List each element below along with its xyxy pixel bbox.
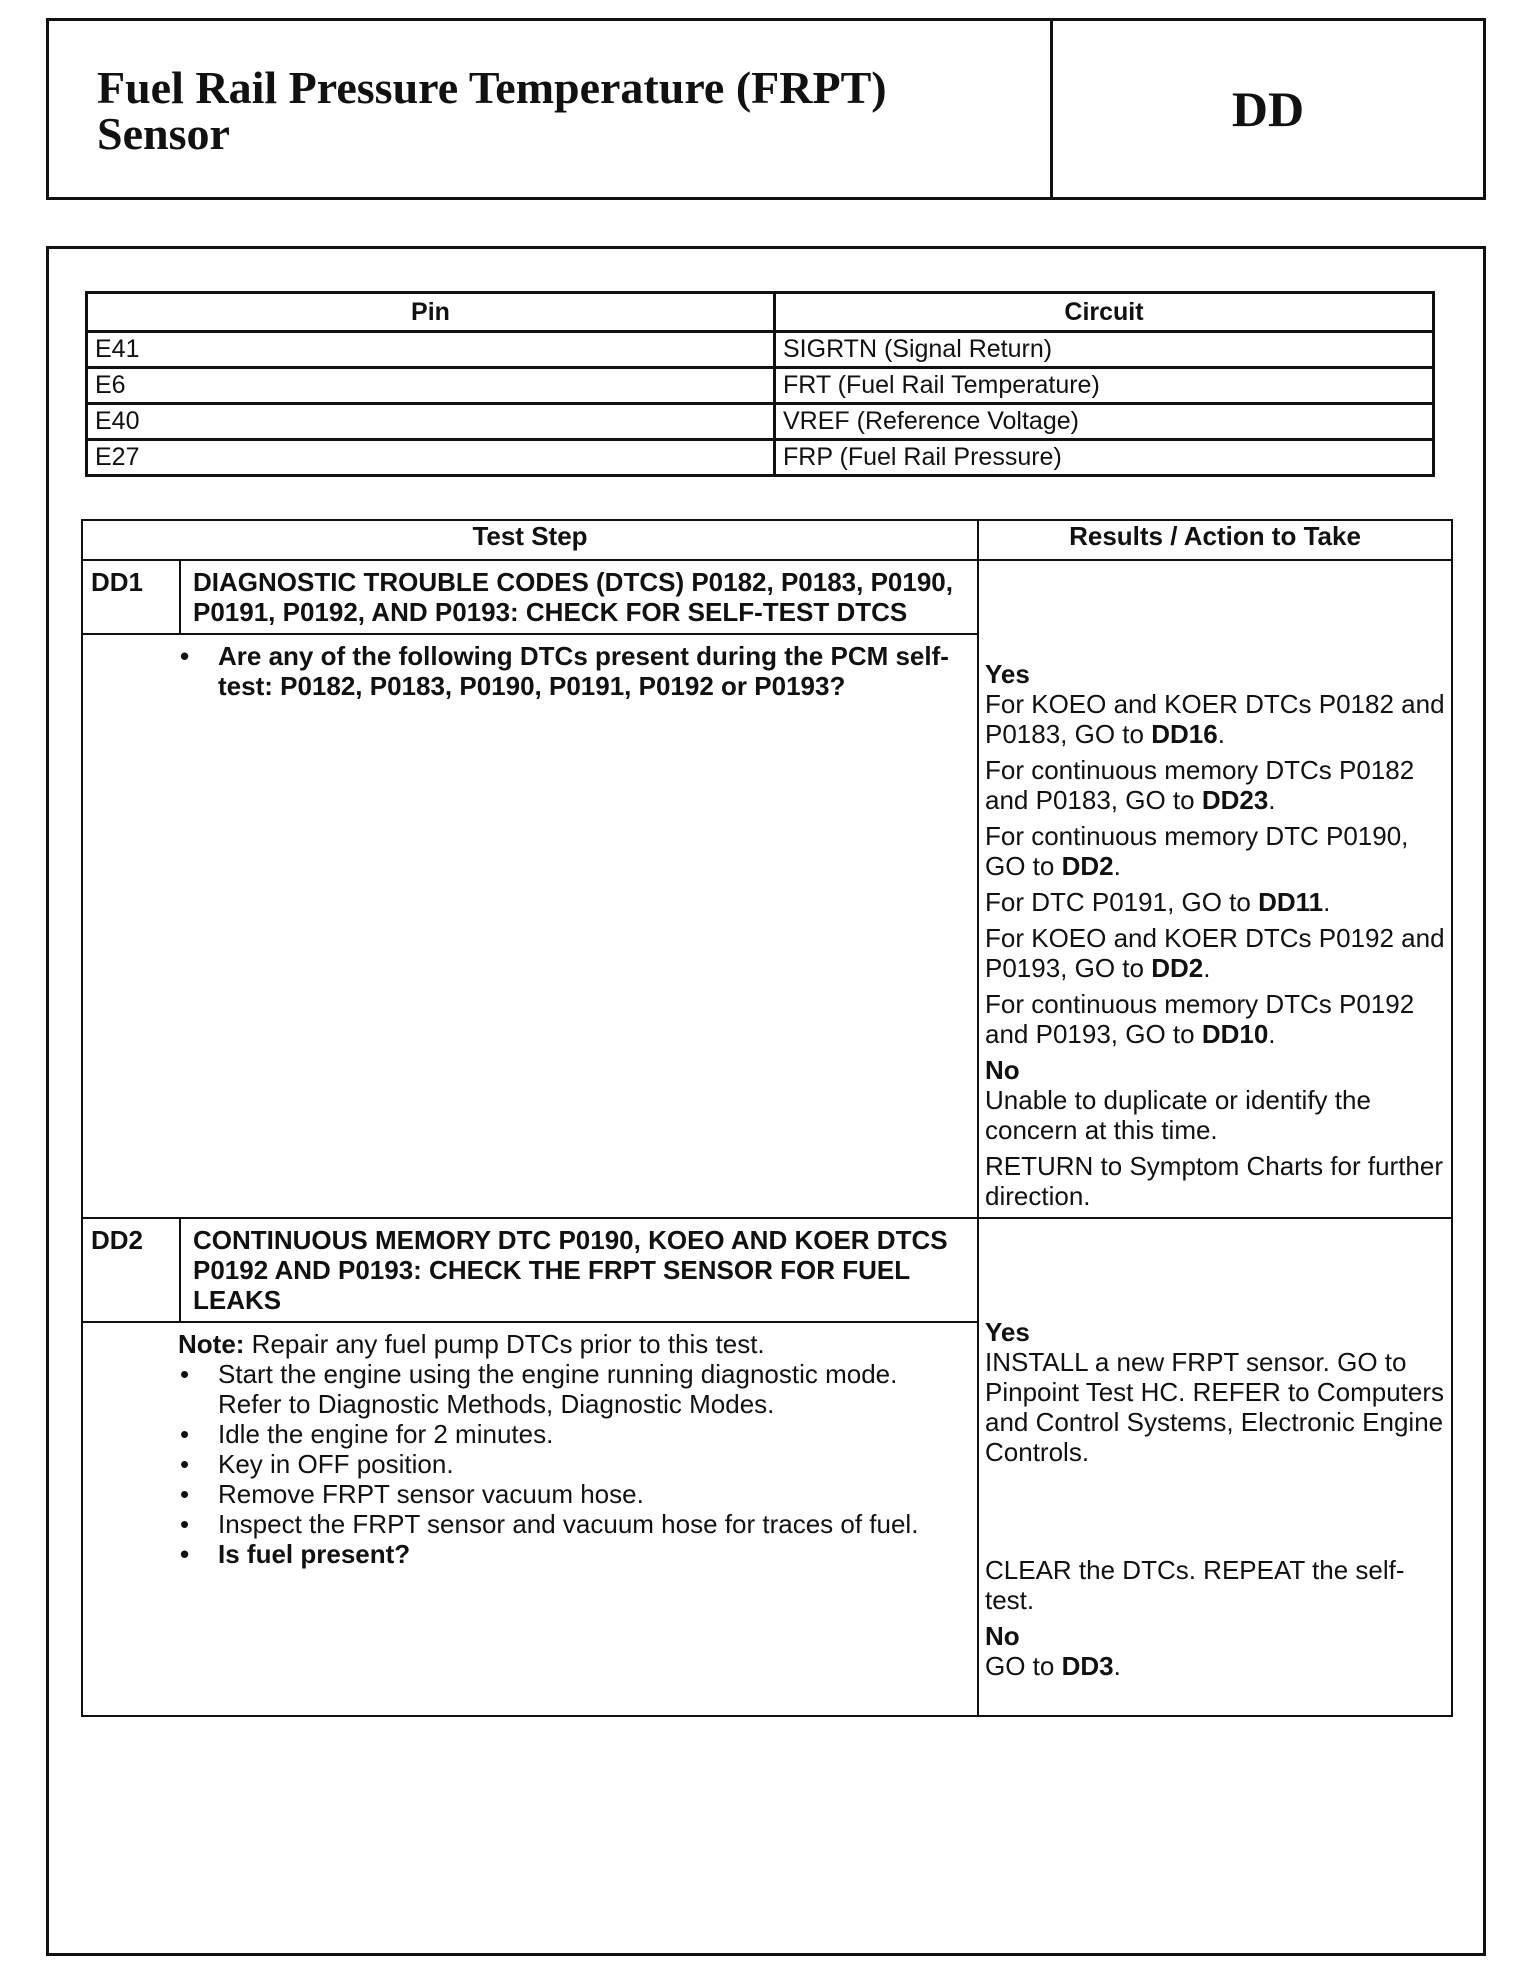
circuit-cell: VREF (Reference Voltage): [775, 404, 1434, 440]
circuit-cell: FRP (Fuel Rail Pressure): [775, 440, 1434, 476]
content-frame: [46, 246, 1486, 1956]
step-link[interactable]: DD3: [1061, 1651, 1114, 1681]
page-title-line2: Sensor: [97, 108, 230, 159]
step-link[interactable]: DD16: [1151, 719, 1218, 749]
result-item: RETURN to Symptom Charts for further direction.: [985, 1151, 1443, 1211]
table-row: [87, 404, 1434, 440]
page-title: [49, 21, 1053, 197]
step-bullet: • Inspect the FRPT sensor and vacuum hose for traces of fuel.: [178, 1509, 965, 1539]
test-steps-table: [81, 519, 1453, 1717]
result-item: For continuous memory DTCs P0192 and P0193, GO to DD10.: [985, 989, 1415, 1049]
step-body: [82, 1322, 978, 1716]
result-item: For continuous memory DTCs P0182 and P0183, GO to DD23.: [985, 755, 1415, 815]
section-code: DD: [1231, 81, 1305, 137]
page-title-line1: Fuel Rail Pressure Temperature (FRPT): [97, 62, 887, 113]
step-link[interactable]: DD2: [1061, 851, 1114, 881]
pin-circuit-table: [85, 291, 1435, 477]
page-header: [46, 18, 1486, 200]
no-label: No: [985, 1055, 1020, 1085]
step-title-row: [82, 560, 1452, 634]
pin-cell: E41: [87, 332, 775, 368]
step-note: [178, 1329, 965, 1359]
steps-header-row: [82, 520, 1452, 560]
table-row: [87, 440, 1434, 476]
step-bullet: • Remove FRPT sensor vacuum hose.: [178, 1479, 965, 1509]
step-bullet: • Start the engine using the engine running diagnostic mode. Refer to Diagnostic Methods, Diagnostic Modes.: [178, 1359, 965, 1419]
circuit-cell: SIGRTN (Signal Return): [775, 332, 1434, 368]
no-label: No: [985, 1621, 1020, 1651]
yes-label: Yes: [985, 659, 1030, 689]
step-link[interactable]: DD23: [1201, 785, 1269, 815]
table-header-row: [87, 293, 1434, 332]
step-link[interactable]: DD11: [1258, 887, 1324, 917]
result-item: For DTC P0191, GO to DD11.: [985, 887, 1331, 917]
step-question: • Is fuel present?: [178, 1539, 965, 1569]
table-row: [87, 332, 1434, 368]
step-bullet: • Key in OFF position.: [178, 1449, 965, 1479]
step-body: [82, 634, 978, 1218]
circuit-header: Circuit: [775, 293, 1434, 332]
result-item: For KOEO and KOER DTCs P0192 and P0193, GO to DD2.: [985, 923, 1445, 983]
result-item: GO to DD3.: [985, 1651, 1121, 1681]
table-row: [87, 368, 1434, 404]
step-id: DD2: [82, 1218, 180, 1322]
note-text: Repair any fuel pump DTCs prior to this test.: [244, 1329, 765, 1359]
result-item: For continuous memory DTC P0190, GO to DD2.: [985, 821, 1409, 881]
pin-header: Pin: [87, 293, 775, 332]
pin-cell: E27: [87, 440, 775, 476]
step-title-row: [82, 1218, 1452, 1322]
result-item: Unable to duplicate or identify the concern at this time.: [985, 1085, 1371, 1145]
step-link[interactable]: DD10: [1201, 1019, 1269, 1049]
results-header: Results / Action to Take: [978, 520, 1452, 560]
step-link[interactable]: DD2: [1151, 953, 1204, 983]
step-results: [978, 1218, 1452, 1716]
step-title: CONTINUOUS MEMORY DTC P0190, KOEO AND KOER DTCS P0192 AND P0193: CHECK THE FRPT SENSOR FOR FUEL LEAKS: [180, 1218, 978, 1322]
yes-label: Yes: [985, 1317, 1030, 1347]
test-step-header: Test Step: [82, 520, 978, 560]
note-label: Note:: [178, 1329, 245, 1359]
circuit-cell: FRT (Fuel Rail Temperature): [775, 368, 1434, 404]
step-id: DD1: [82, 560, 180, 634]
step-bullet: • Idle the engine for 2 minutes.: [178, 1419, 965, 1449]
result-item: INSTALL a new FRPT sensor. GO to Pinpoint Test HC. REFER to Computers and Control Systems, Electronic Engine Controls.: [985, 1347, 1445, 1467]
step-title: DIAGNOSTIC TROUBLE CODES (DTCS) P0182, P0183, P0190, P0191, P0192, AND P0193: CHECK FOR SELF-TEST DTCS: [180, 560, 978, 634]
result-item: CLEAR the DTCs. REPEAT the self-test.: [985, 1555, 1405, 1615]
step-question: • Are any of the following DTCs present during the PCM self-test: P0182, P0183, P0190, P0191, P0192 or P0193?: [178, 641, 965, 701]
step-results: [978, 560, 1452, 1218]
result-item: For KOEO and KOER DTCs P0182 and P0183, GO to DD16.: [985, 689, 1445, 749]
pin-cell: E40: [87, 404, 775, 440]
pin-cell: E6: [87, 368, 775, 404]
